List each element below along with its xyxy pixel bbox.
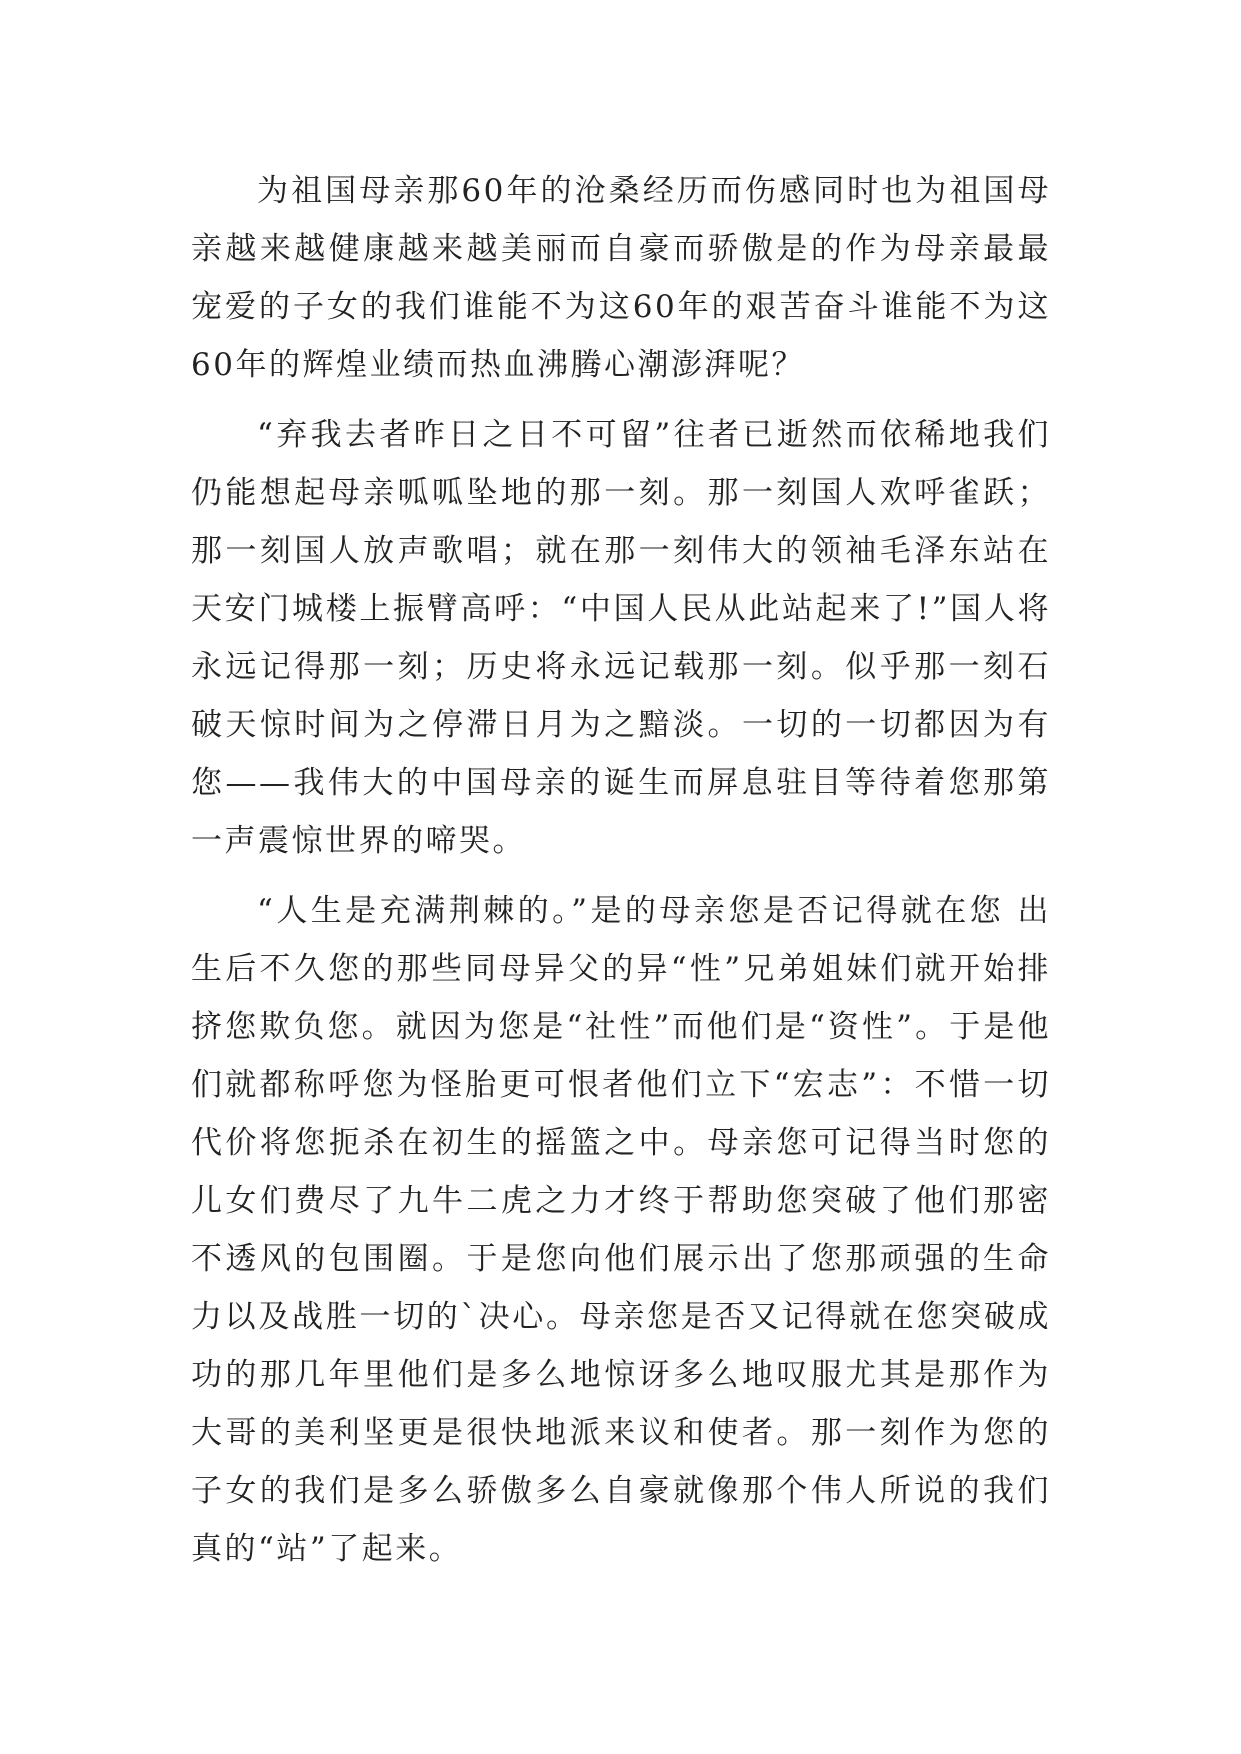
paragraph-1: 为祖国母亲那60年的沧桑经历而伤感同时也为祖国母亲越来越健康越来越美丽而自豪而骄傲是的作为母亲最最宠爱的子女的我们谁能不为这60年的艰苦奋斗谁能不为这60年的辉煌业绩而热血沸腾心潮澎湃呢？: [191, 173, 1051, 383]
paragraph-3: “人生是充满荆棘的。”是的母亲您是否记得就在您 出生后不久您的那些同母异父的异“性”兄弟姐妹们就开始排挤您欺负您。就因为您是“社性”而他们是“资性”。于是他们就都称呼您为怪胎更可恨者他们立下“宏志”：不惜一切代价将您扼杀在初生的摇篮之中。母亲您可记得当时您的儿女们费尽了九牛二虎之力才终于帮助您突破了他们那密不透风的包围圈。于是您向他们展示出了您那顽强的生命力以及战胜一切的`决心。母亲您是否又记得就在您突破成功的那几年里他们是多么地惊讶多么地叹服尤其是那作为大哥的美利坚更是很快地派来议和使者。那一刻作为您的子女的我们是多么骄傲多么自豪就像那个伟人所说的我们真的“站”了起来。: [191, 893, 1051, 1567]
document-body: [191, 162, 1051, 1590]
paragraph-2: “弃我去者昨日之日不可留”往者已逝然而依稀地我们仍能想起母亲呱呱坠地的那一刻。那一刻国人欢呼雀跃；那一刻国人放声歌唱；就在那一刻伟大的领袖毛泽东站在天安门城楼上振臂高呼：“中国人民从此站起来了!”国人将永远记得那一刻；历史将永远记载那一刻。似乎那一刻石破天惊时间为之停滞日月为之黯淡。一切的一切都因为有您——我伟大的中国母亲的诞生而屏息驻目等待着您那第一声震惊世界的啼哭。: [191, 417, 1051, 859]
